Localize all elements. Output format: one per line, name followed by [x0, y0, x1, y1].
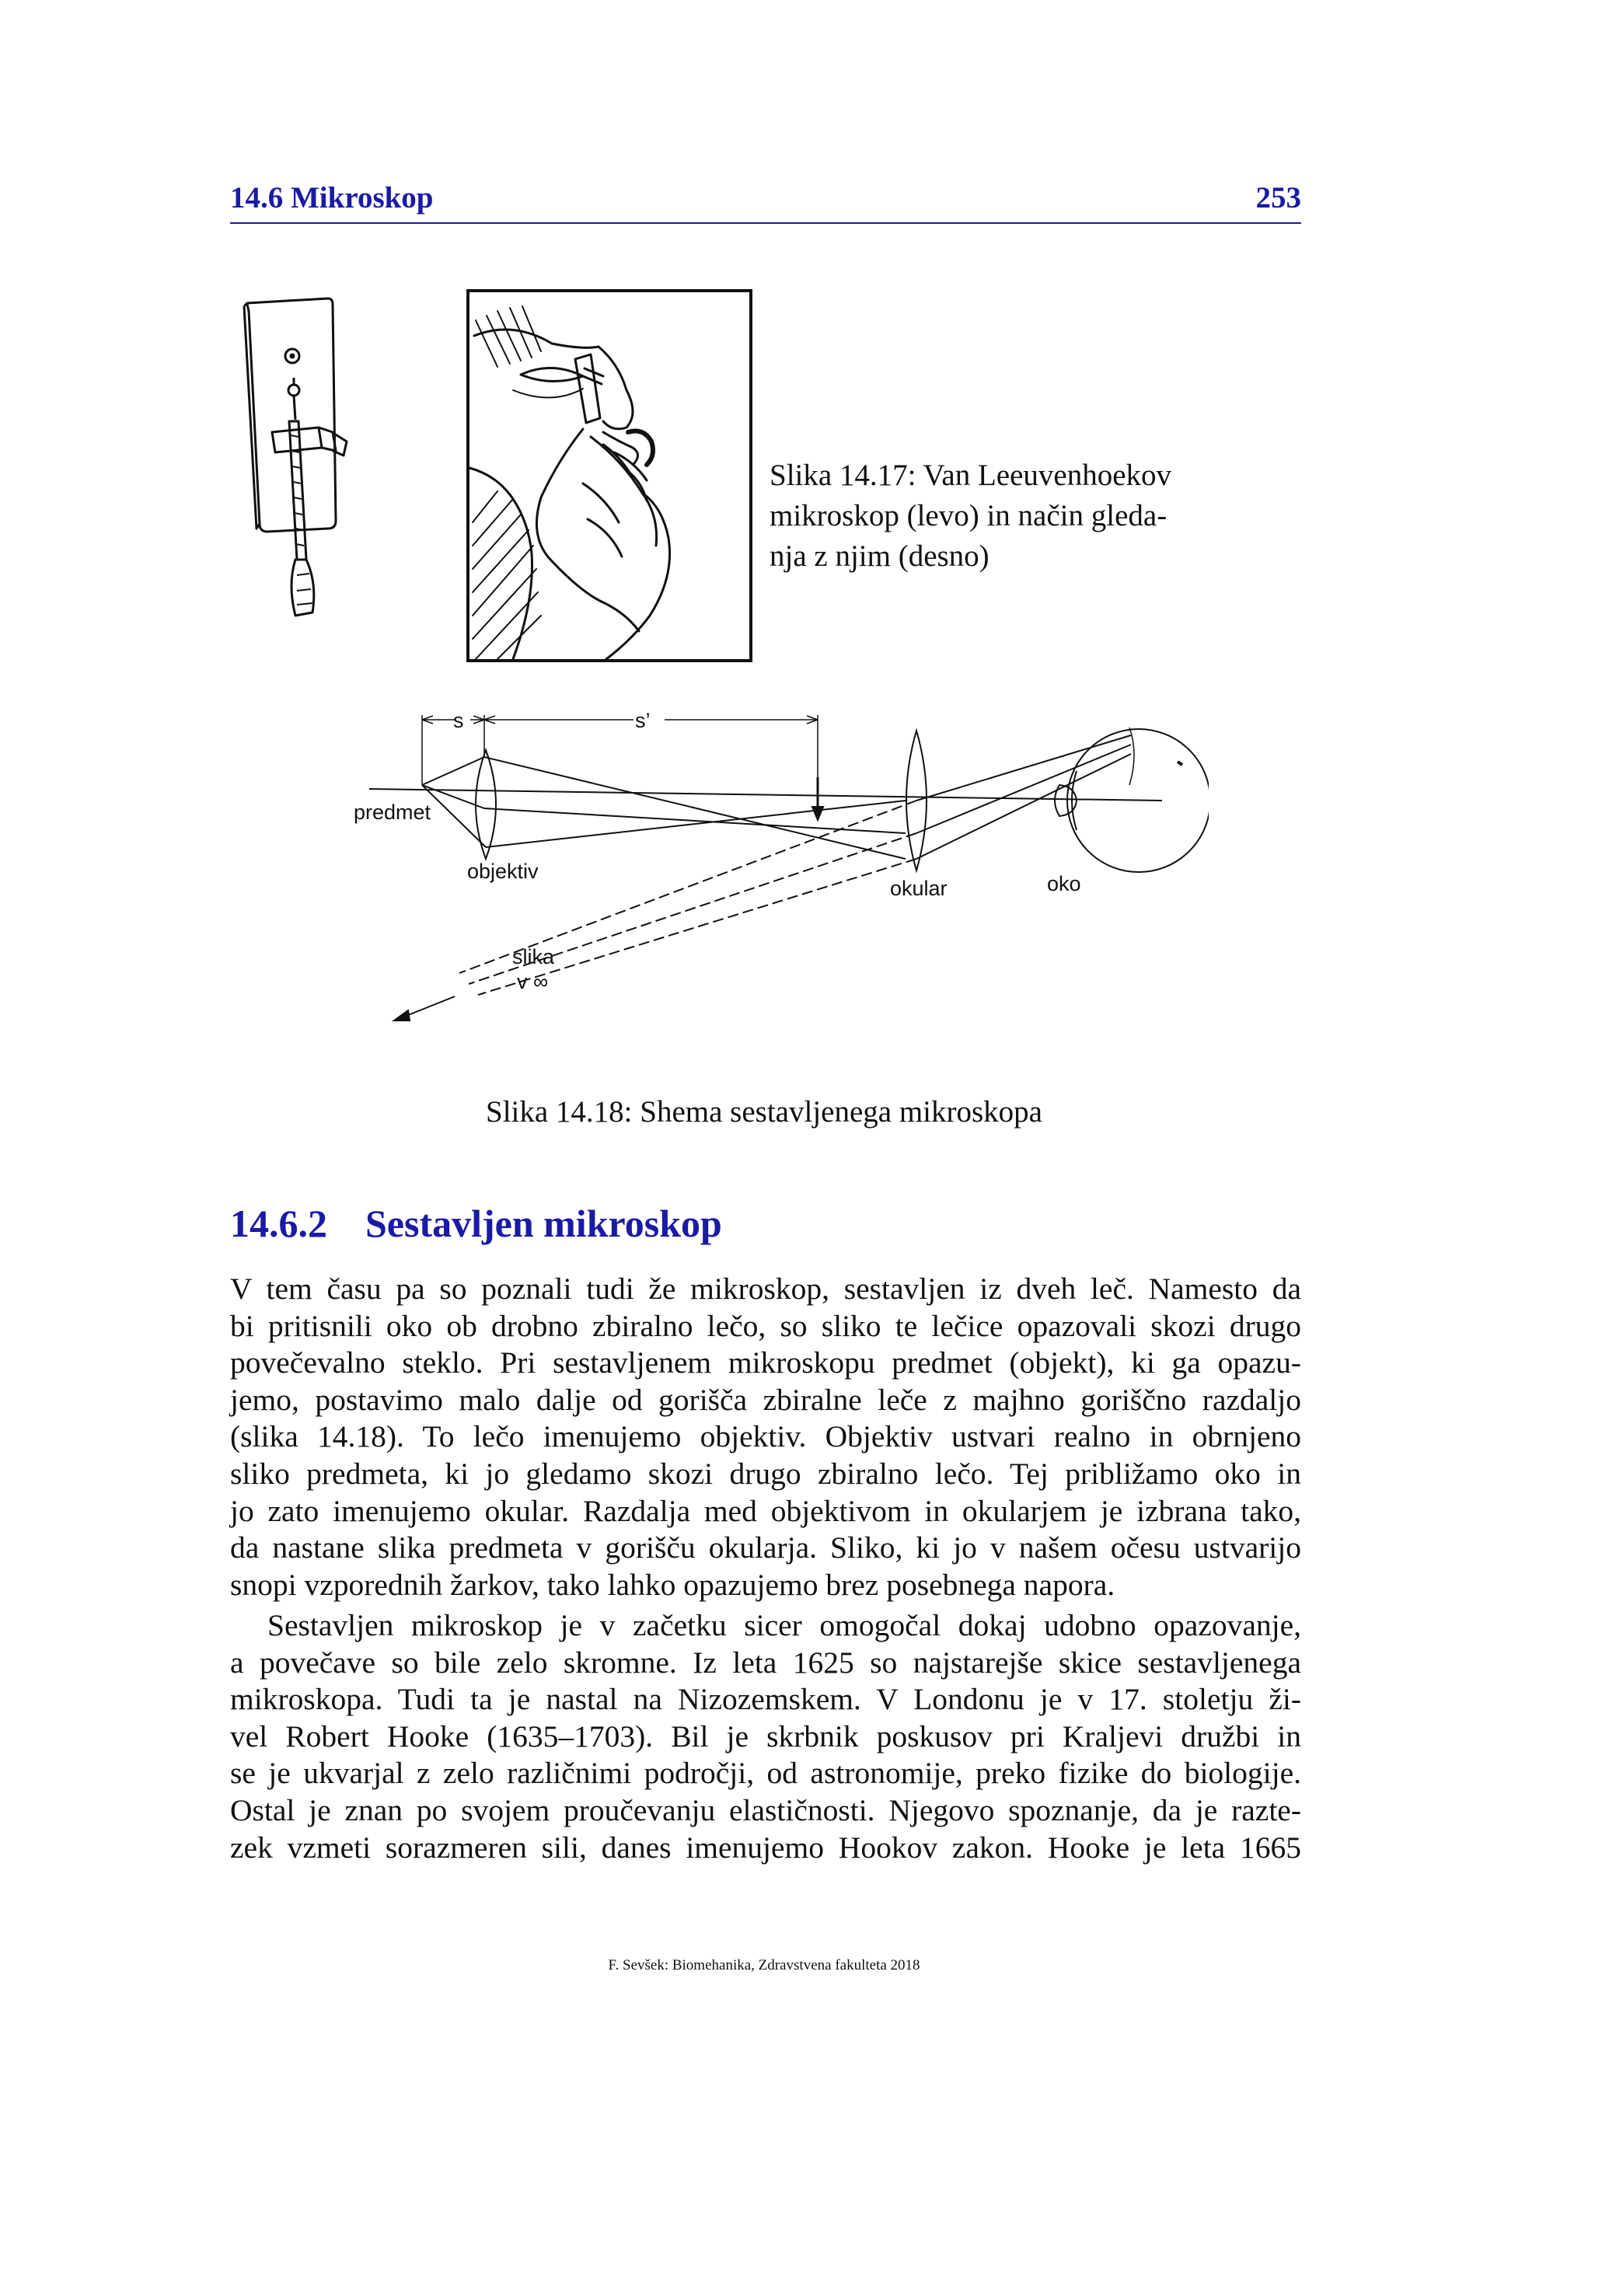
- objective-lens: [476, 750, 496, 859]
- paragraph-2: [230, 1607, 1301, 1866]
- optical-axis: [369, 789, 1162, 801]
- page-footer: F. Sevšek: Biomehanika, Zdravstvena fakulteta 2018: [608, 1957, 920, 1973]
- text-line: vel Robert Hooke (1635–1703). Bil je skrbnik poskusov pri Kraljevi družbi in: [230, 1719, 1301, 1753]
- caption-line: nja z njim (desno): [770, 539, 989, 573]
- text-line: Ostal je znan po svojem proučevanju elastičnosti. Njegovo spoznanje, da je razte-: [230, 1792, 1301, 1827]
- page-number: 253: [1255, 181, 1301, 215]
- label-oko: oko: [1047, 872, 1081, 895]
- text-line: snopi vzporednih žarkov, tako lahko opazujemo brez posebnega napora.: [230, 1567, 1115, 1602]
- text-line: da nastane slika predmeta v gorišču okularja. Sliko, ki jo v našem očesu ustvarijo: [230, 1530, 1301, 1565]
- text-line: sliko predmeta, ki jo gledamo skozi drugo zbiralno lečo. Tej približamo oko in: [230, 1456, 1301, 1491]
- text-line: se je ukvarjal z zelo različnimi področji, od astronomije, preko fizike do biologije.: [230, 1756, 1301, 1791]
- text-line: zek vzmeti sorazmeren sili, danes imenujemo Hookov zakon. Hooke je leta 1665: [230, 1830, 1301, 1865]
- header-rule: [230, 222, 1301, 224]
- figure-14-17-caption: [770, 455, 1236, 577]
- figure-14-18-caption: Slika 14.18: Shema sestavljenega mikroskopa: [486, 1095, 1042, 1129]
- text-line: povečevalno steklo. Pri sestavljenem mikroskopu predmet (objekt), ki ga opazu-: [230, 1345, 1301, 1380]
- label-s-prime: s’: [635, 709, 651, 732]
- text-line: mikroskopa. Tudi ta je nastal na Nizozemskem. V Londonu je v 17. stoletju ži-: [230, 1682, 1301, 1717]
- caption-line: Slika 14.17: Van Leeuvenhoekov: [770, 459, 1172, 492]
- label-okular: okular: [890, 877, 948, 900]
- section-heading: [230, 1201, 722, 1246]
- running-header: [230, 180, 1301, 229]
- compound-microscope-diagram: [354, 700, 1209, 1026]
- viewing-method-drawing: [466, 289, 752, 662]
- text-line: bi pritisnili oko ob drobno zbiralno lečo, so sliko te lečice opazovali skozi drugo: [230, 1308, 1301, 1343]
- paragraph-1: [230, 1271, 1301, 1603]
- text-line: V tem času pa so poznali tudi že mikroskop, sestavljen iz dveh leč. Namesto da: [230, 1272, 1301, 1306]
- leeuwenhoek-microscope-drawing: [241, 295, 365, 637]
- text-line: jemo, postavimo malo dalje od gorišča zbiralne leče z majhno goriščno razdaljo: [230, 1382, 1301, 1417]
- text-line: (slika 14.18). To lečo imenujemo objektiv. Objektiv ustvari realno in obrnjeno: [230, 1419, 1301, 1454]
- section-number: 14.6.2: [230, 1202, 327, 1245]
- label-v-infinity: v ∞: [517, 970, 549, 993]
- label-objektiv: objektiv: [467, 860, 539, 883]
- text-line: a povečave so bile zelo skromne. Iz leta 1625 so najstarejše skice sestavljenega: [230, 1645, 1301, 1680]
- header-section-title: 14.6 Mikroskop: [230, 181, 434, 215]
- text-line: jo zato imenujemo okular. Razdalja med objektivom in okularjem je izbrana tako,: [230, 1493, 1301, 1528]
- label-predmet: predmet: [354, 801, 431, 824]
- text-line: Sestavljen mikroskop je v začetku sicer omogočal dokaj udobno opazovanje,: [267, 1608, 1301, 1642]
- caption-line: mikroskop (levo) in način gleda-: [770, 499, 1167, 532]
- label-slika: slika: [512, 945, 555, 968]
- label-s: s: [453, 709, 464, 732]
- section-title: Sestavljen mikroskop: [365, 1202, 722, 1245]
